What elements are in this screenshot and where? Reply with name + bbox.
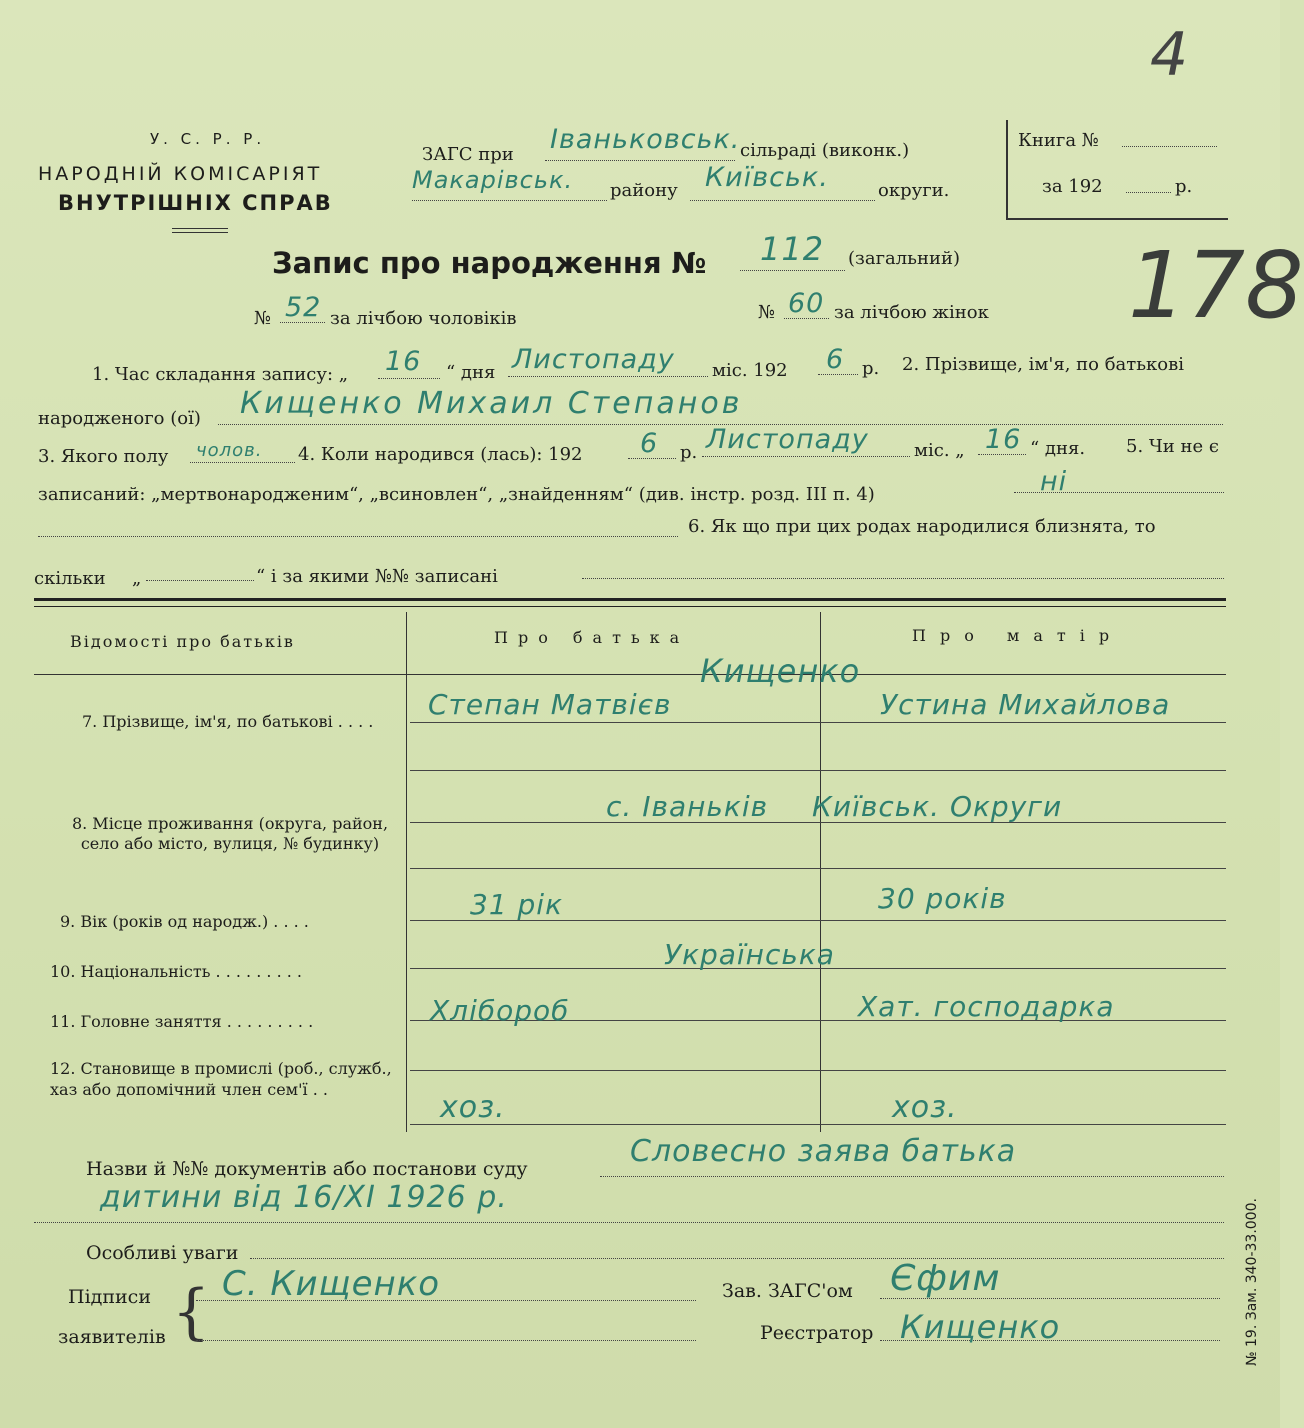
documents-value-1: Словесно заява батька xyxy=(630,1134,1017,1169)
silradi-label: сільраді (виконк.) xyxy=(740,140,910,161)
documents-line1 xyxy=(600,1176,1224,1177)
row-label-status: 12. Становище в промислі (роб., служб., хаз або допомічний член сем'ї . . xyxy=(50,1059,392,1099)
field1-month-line xyxy=(508,376,708,377)
field4-r: р. xyxy=(680,442,698,463)
field2-line2-label: народженого (ої) xyxy=(38,408,201,429)
field4-label: 4. Коли народився (лась): 192 xyxy=(298,444,583,465)
row-label-occupation: 11. Головне заняття . . . . . . . . . xyxy=(50,1012,314,1031)
field6-count-line xyxy=(146,580,254,581)
birth-month: Листопаду xyxy=(706,424,869,455)
field3-label: 3. Якого полу xyxy=(38,446,169,467)
field4-dnya: “ дня. xyxy=(1030,438,1086,459)
documents-line2 xyxy=(34,1222,1224,1223)
field1-day-suffix: “ дня xyxy=(446,362,496,383)
book-year-suffix: р. xyxy=(1175,176,1193,197)
applicants-label: заявителів xyxy=(58,1326,166,1348)
father-occupation: Хлібороб xyxy=(430,994,570,1027)
field1-r: р. xyxy=(862,358,880,379)
okruga-value: Київськ. xyxy=(705,162,829,193)
signatures-label: Підписи xyxy=(68,1286,151,1308)
applicant-sign-line-2 xyxy=(196,1340,696,1341)
field1-day-line xyxy=(378,378,440,379)
ussr-label: У. С. Р. Р. xyxy=(150,130,266,148)
field1-year: 6 xyxy=(826,344,845,375)
okruga-line xyxy=(690,200,875,201)
raion-label: району xyxy=(610,180,678,201)
applicant-signature: С. Кищенко xyxy=(222,1264,441,1304)
table-top-border-thin xyxy=(34,606,1226,607)
print-note: № 19. Зам. 340-33.000. xyxy=(1244,1198,1260,1366)
record-number-line xyxy=(740,270,845,271)
child-sex: чолов. xyxy=(196,440,263,461)
row-line xyxy=(410,722,1226,723)
record-title: Запис про народження № xyxy=(272,246,707,280)
special-notes-label: Особливі уваги xyxy=(86,1242,239,1264)
zags-value: Іваньковськ. xyxy=(550,124,741,155)
women-count-label: за лічбою жінок xyxy=(834,302,989,323)
men-count-prefix: № xyxy=(254,308,272,329)
mother-name: Устина Михайлова xyxy=(880,688,1171,721)
table-col-divider-2 xyxy=(820,612,821,1132)
field3-line xyxy=(190,462,295,463)
birth-year: 6 xyxy=(640,428,659,459)
book-number-line xyxy=(1122,146,1217,147)
zags-head-signature: Єфим xyxy=(890,1258,1001,1299)
field6-records-label: “ і за якими №№ записані xyxy=(256,566,498,587)
field4-month-line xyxy=(702,456,910,457)
women-count-number: 60 xyxy=(788,288,825,319)
documents-value-2: дитини від 16/ХІ 1926 р. xyxy=(100,1180,508,1215)
header-father: Про батька xyxy=(494,628,690,647)
okruga-label: округи. xyxy=(878,180,950,201)
zags-head-label: Зав. ЗАГС'ом xyxy=(722,1280,853,1302)
book-year-label: за 192 xyxy=(1042,176,1103,197)
row-label-residence: 8. Місце проживання (округа, район, село або місто, вулиця, № будинку) xyxy=(71,814,389,853)
table-header-border xyxy=(34,674,1226,675)
commissariat-line2: ВНУТРІШНІХ СПРАВ xyxy=(58,191,333,215)
birth-day: 16 xyxy=(985,424,1022,455)
row-line xyxy=(410,1070,1226,1071)
table-col-divider-1 xyxy=(406,612,407,1132)
archive-page-number: 4 xyxy=(1150,20,1189,90)
zags-label: ЗАГС при xyxy=(422,144,514,165)
field5-label: 5. Чи не є xyxy=(1126,436,1219,457)
raion-value: Макарівськ. xyxy=(412,166,574,194)
mother-residence: Київськ. Округи xyxy=(812,790,1063,823)
field4-mis: міс. „ xyxy=(914,440,965,461)
field1-label: 1. Час складання запису: „ xyxy=(92,364,349,385)
row-label-nationality: 10. Національність . . . . . . . . . xyxy=(50,962,302,981)
header-ornament xyxy=(172,228,228,233)
mother-age: 30 років xyxy=(878,882,1007,915)
child-full-name: Кищенко Михаил Степанов xyxy=(240,386,743,421)
men-count-label: за лічбою чоловіків xyxy=(330,308,517,329)
signature-brace: { xyxy=(172,1277,211,1347)
header-parents-info: Відомості про батьків xyxy=(70,632,295,651)
mother-status: хоз. xyxy=(892,1090,958,1125)
registrar-signature: Кищенко xyxy=(900,1308,1061,1346)
field6-kilky: скільки xyxy=(34,568,106,589)
mother-occupation: Хат. господарка xyxy=(858,990,1115,1023)
field1-month: Листопаду xyxy=(512,344,675,375)
record-title-suffix: (загальний) xyxy=(848,248,960,269)
book-year-line xyxy=(1126,192,1171,193)
side-pencil-mark: 178 xyxy=(1128,232,1304,339)
special-notes-line xyxy=(250,1258,1224,1259)
field2-label: 2. Прізвище, ім'я, по батькові xyxy=(902,354,1185,375)
record-number: 112 xyxy=(760,230,825,268)
father-status: хоз. xyxy=(440,1090,506,1125)
field6-blank-line xyxy=(38,536,678,537)
registrar-label: Реєстратор xyxy=(760,1322,874,1344)
men-count-number: 52 xyxy=(285,292,322,323)
documents-label: Назви й №№ документів або постанови суду xyxy=(86,1158,528,1180)
commissariat-line1: НАРОДНІЙ КОМІСАРІЯТ xyxy=(38,163,323,185)
father-name: Степан Матвієв xyxy=(428,688,672,721)
field1-day: 16 xyxy=(385,346,422,377)
raion-line xyxy=(412,200,607,201)
surname-overlay: Кищенко xyxy=(700,652,861,690)
row-label-age: 9. Вік (років од народж.) . . . . xyxy=(60,912,309,931)
row-line xyxy=(410,868,1226,869)
table-top-border xyxy=(34,598,1226,601)
row-label-name: 7. Прізвище, ім'я, по батькові . . . . xyxy=(82,712,374,731)
zags-line xyxy=(545,160,735,161)
field1-year-label: міс. 192 xyxy=(712,360,788,381)
father-residence: с. Іваньків xyxy=(606,790,769,823)
field5-line2: записаний: „мертвонародженим“, „всиновлен“, „знайденням“ (див. інстр. розд. ІІІ п. 4) xyxy=(38,484,875,505)
field6-records-line xyxy=(582,578,1224,579)
book-number-label: Книга № xyxy=(1018,130,1099,151)
header-mother: Про матір xyxy=(912,626,1124,645)
row-line xyxy=(410,770,1226,771)
women-count-prefix: № xyxy=(758,302,776,323)
field5-value: ні xyxy=(1040,466,1068,497)
field6-open-quote: „ xyxy=(132,568,142,589)
field6-label: 6. Як що при цих родах народилися близнята, то xyxy=(688,516,1156,537)
father-age: 31 рік xyxy=(470,888,563,921)
row-line xyxy=(410,1124,1226,1125)
nationality: Українська xyxy=(664,938,835,971)
